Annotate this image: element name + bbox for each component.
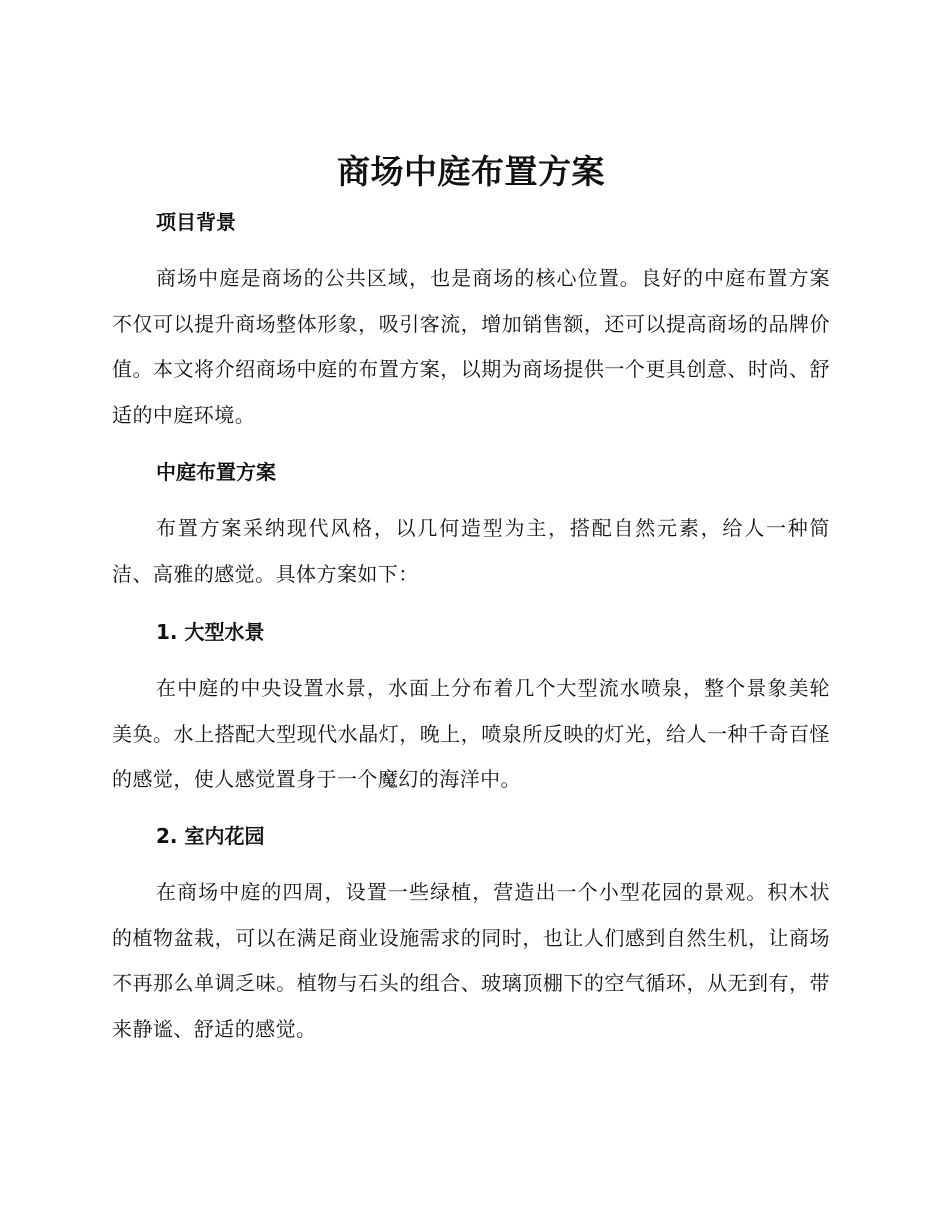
section-heading-water-feature: 1. 大型水景 [156,620,265,644]
paragraph-water-feature: 在中庭的中央设置水景，水面上分布着几个大型流水喷泉，整个景象美轮美奂。水上搭配大型现代水晶灯，晚上，喷泉所反映的灯光，给人一种千奇百怪的感觉，使人感觉置身于一个魔幻的海洋中。 [112,676,830,791]
paragraph-indoor-garden: 在商场中庭的四周，设置一些绿植，营造出一个小型花园的景观。积木状的植物盆栽，可以在满足商业设施需求的同时，也让人们感到自然生机，让商场不再那么单调乏味。植物与石头的组合、玻璃顶棚下的空气循环，从无到有，带来静谧、舒适的感觉。 [112,880,830,1041]
paragraph-background: 商场中庭是商场的公共区域，也是商场的核心位置。良好的中庭布置方案不仅可以提升商场整体形象，吸引客流，增加销售额，还可以提高商场的品牌价值。本文将介绍商场中庭的布置方案，以期为商场提供一个更具创意、时尚、舒适的中庭环境。 [112,266,830,427]
paragraph-plan: 布置方案采纳现代风格，以几何造型为主，搭配自然元素，给人一种简洁、高雅的感觉。具体方案如下： [112,516,830,586]
section-heading-indoor-garden: 2. 室内花园 [156,824,265,848]
section-heading-background: 项目背景 [156,210,236,234]
section-heading-plan: 中庭布置方案 [156,460,276,484]
document-title: 商场中庭布置方案 [337,152,605,191]
